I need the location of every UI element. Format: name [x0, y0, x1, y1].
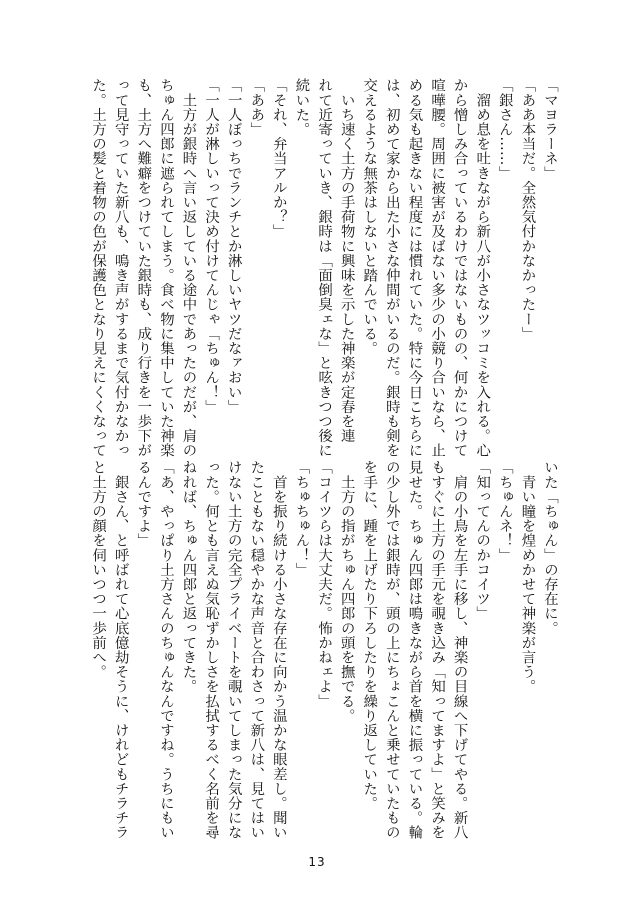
- text-line: 喧嘩腰。周囲に被害が及ばない多少の小競り合いなら、止: [429, 78, 446, 458]
- text-line: 「ああ本当だ。全然気付かなかったー」: [519, 78, 536, 341]
- page-number: 13: [308, 855, 326, 869]
- text-line: ねれば、ちゅん四郎と返ってきた。: [180, 460, 197, 694]
- text-line: は、初めて家から出た小さな仲間がいるのだ。銀時も剣を: [383, 78, 400, 458]
- text-line: 「ちゅんネ！」: [496, 460, 513, 563]
- text-line: もすぐに土方の手元を覗き込み「知ってますよ」と笑みを: [429, 460, 446, 840]
- text-line: るんですよ」: [135, 460, 152, 548]
- text-line: 交えるような無茶はしないと踏んでいる。: [361, 78, 378, 356]
- text-line: 溜め息を吐きながら新八が小さなツッコミを入れる。心: [474, 78, 491, 458]
- text-line: たこともない穏やかな声音と合わさって新八は、見てはい: [248, 460, 265, 840]
- text-line: を手に、踵を上げたり下ろしたりを繰り返していた。: [361, 460, 378, 811]
- text-line: 「知ってんのかコイツ」: [474, 460, 491, 621]
- text-line: 青い瞳を煌めかせて神楽が言う。: [519, 460, 536, 694]
- text-line: と土方の顔を伺いつつ一歩前へ。: [90, 460, 107, 679]
- text-line: 「マヨラーネ」: [542, 78, 558, 181]
- text-line: 土方が銀時へ言い返している途中であったのだが、肩の: [180, 78, 197, 458]
- text-line: 見せた。ちゅん四郎は鳴きながら首を横に振っている。輪: [406, 460, 423, 840]
- text-line: 「ちゅちゅん！」: [293, 460, 310, 577]
- text-line: 肩の小鳥を左手に移し、神楽の目線へ下げてやる。新八: [451, 460, 468, 840]
- text-line: た。土方の髪と着物の色が保護色となり見えにくくなって: [90, 78, 107, 458]
- upper-text-block: [90, 78, 561, 458]
- text-line: いち速く土方の手荷物に興味を示した神楽が定春を連: [338, 78, 355, 443]
- text-line: 「それ、弁当アルか？」: [270, 78, 287, 239]
- text-line: 「コイツらは大丈夫だ。怖かねェよ」: [316, 460, 333, 709]
- text-line: 「一人が淋しいって決め付けてんじゃ「ちゅん！」: [203, 78, 220, 414]
- text-line: った。何とも言えぬ気恥ずかしさを払拭するべく名前を尋: [203, 460, 220, 840]
- text-line: いた「ちゅん」の存在に。: [542, 460, 558, 636]
- lower-text-block: [90, 460, 561, 840]
- text-line: も、土方へ難癖をつけていた銀時も、成り行きを一歩下が: [135, 78, 152, 458]
- text-line: 「銀さん……」: [496, 78, 513, 181]
- text-line: 「一人ぼっちでランチとか淋しいヤツだなァおい」: [225, 78, 242, 414]
- text-line: から憎しみ合っているわけではないものの、何かにつけて: [451, 78, 468, 458]
- text-line: 続いた。: [293, 78, 310, 137]
- text-line: 首を振り続ける小さな存在に向かう温かな眼差し。聞い: [270, 460, 287, 840]
- text-line: 「あ、やっぱり土方さんのちゅんなんですね。うちにもい: [157, 460, 174, 840]
- text-line: けない土方の完全プライベートを覗いてしまった気分にな: [225, 460, 242, 840]
- text-line: ちゅん四郎に遮られてしまう。食べ物に集中していた神楽: [157, 78, 174, 458]
- text-line: って見守っていた新八も、鳴き声がするまで気付かなかっ: [112, 78, 129, 458]
- text-line: 銀さん、と呼ばれて心底億劫そうに、けれどもチラチラ: [112, 460, 129, 840]
- text-line: の少し外では銀時が、頭の上にちょこんと乗せていたもの: [383, 460, 400, 840]
- text-line: 「ああ」: [248, 78, 265, 137]
- text-line: 土方の指がちゅん四郎の頭を撫でる。: [338, 460, 355, 723]
- text-line: める気も起きない程度には慣れていた。特に今日こちらに: [406, 78, 423, 458]
- text-line: れて近寄っていき、銀時は「面倒臭ェな」と呟きつつ後に: [316, 78, 333, 458]
